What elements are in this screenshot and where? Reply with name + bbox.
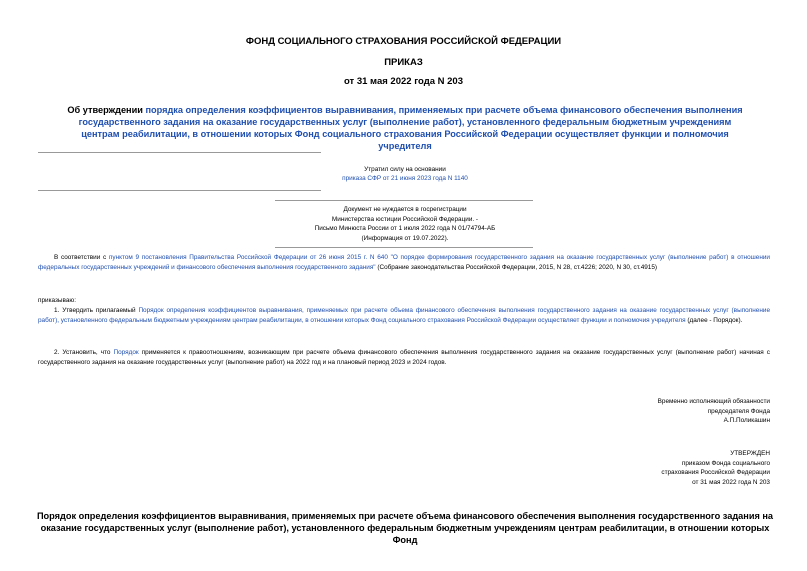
approved-line: приказом Фонда социального [681,459,770,467]
registration-line: (Информация от 19.07.2022). [361,234,449,242]
signature-line: председателя Фонда [707,407,770,415]
lost-force-text: Утратил силу на основании [364,166,446,173]
signature-line: Временно исполняющий обязанности [657,398,770,405]
item-2-suffix: применяется к правоотношениям, возникающим при расчете объема финансового обеспечения выполнения государственного задания на оказание государственных услуг (выполнение работ) начиная с государственного задания на оказание государственных услуг (выполнение работ) на 2022 год и на плановый период 2023 и 2024 годов. [38,349,771,366]
registration-note [270,205,540,243]
preamble-suffix: (Собрание законодательства Российской Федерации, 2015, N 28, ст.4226; 2020, N 30, ст.4915) [375,263,658,271]
document-type: ПРИКАЗ [384,57,423,68]
item-1-paragraph [38,306,770,326]
lost-force-link[interactable]: приказа СФР от 21 июня 2023 года N 1140 [342,175,468,182]
item-2-prefix: 2. Установить, что [54,349,114,356]
signature-block [580,397,770,426]
preamble-paragraph [38,253,770,273]
organization-name: ФОНД СОЦИАЛЬНОГО СТРАХОВАНИЯ РОССИЙСКОЙ ФЕДЕРАЦИИ [245,36,562,47]
item-2-link[interactable]: Порядок [113,349,139,356]
approved-block [580,449,770,487]
preamble-link[interactable]: пунктом 9 постановления Правительства Российской Федерации от 26 июня 2015 г. N 640 "О порядке формирования государственного задания на оказание государственных услуг (выполнение работ) в отношении федеральных государственных учреждений и финансового обеспечения выполнения государственного задания" [38,254,770,271]
registration-line: Документ не нуждается в госрегистрации [343,206,467,213]
item-2-paragraph [38,348,770,368]
approved-line: от 31 мая 2022 года N 203 [692,478,770,486]
signature-line: А.П.Поликашин [723,417,770,424]
item-1-link[interactable]: Порядок определения коэффициентов выравнивания, применяемых при расчете объема финансового обеспечения выполнения государственного задания на оказание государственных услуг (выполнение работ), установленного федеральным бюджетным учреждениям центрам реабилитации, в отношении которых Фонд социального страхования Российской Федерации осуществляет функции и полномочия учредителя [38,307,770,324]
document-date: от 31 мая 2022 года N 203 [343,76,464,87]
title-prefix: Об утверждении [67,105,146,115]
orders-word: приказываю: [38,297,76,304]
divider [38,152,321,153]
item-1-suffix: (далее - Порядок). [685,316,743,324]
approved-line: страхования Российской Федерации [661,469,770,476]
item-1-prefix: 1. Утвердить прилагаемый [54,307,139,314]
divider [275,200,533,201]
divider [38,190,321,191]
approved-line: УТВЕРЖДЕН [730,450,770,457]
registration-line: Письмо Минюста России от 1 июля 2022 года N 01/74794-АБ [314,225,496,232]
title-link[interactable]: порядка определения коэффициентов выравнивания, применяемых при расчете объема финансового обеспечения выполнения государственного задания на оказание государственных услуг (выполнение работ), установленного федеральным бюджетным учреждениям центрам реабилитации, в отношении которых Фонд социального страхования Российской Федерации осуществляет функции и полномочия учредителя [78,105,743,151]
document-title [60,104,750,152]
preamble-prefix: В соответствии с [54,254,109,261]
registration-line: Министерства юстиции Российской Федерации. - [331,215,479,223]
divider [275,247,533,248]
lost-force-note [300,165,510,183]
procedure-title: Порядок определения коэффициентов выравнивания, применяемых при расчете объема финансового обеспечения выполнения государственного задания на оказание государственных услуг (выполнение работ), установленного федеральным бюджетным учреждениям центрам реабилитации, в отношении которых Фонд [36,511,774,545]
